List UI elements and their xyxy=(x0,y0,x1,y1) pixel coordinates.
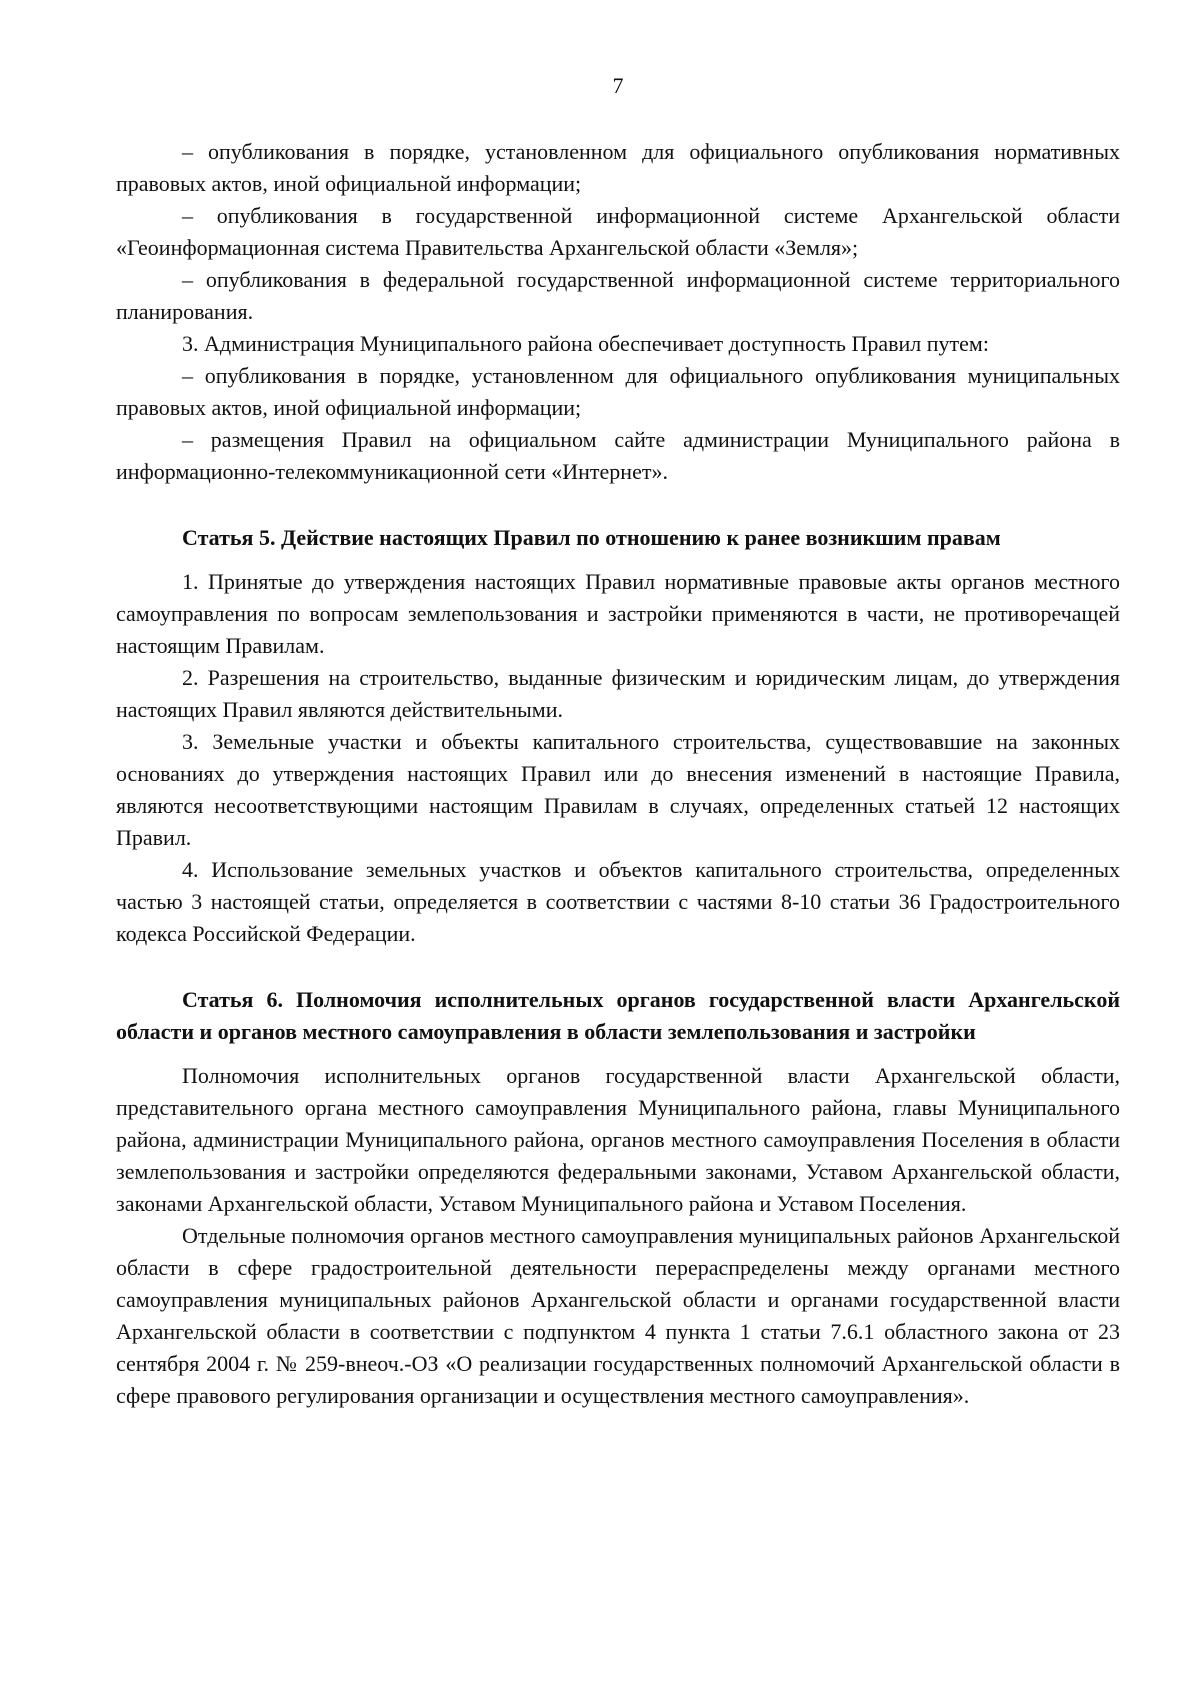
paragraph: – опубликования в федеральной государственной информационной системе территориального планирования. xyxy=(116,267,1120,324)
paragraph: 2. Разрешения на строительство, выданные физическим и юридическим лицам, до утверждения настоящих Правил являются действительными. xyxy=(116,665,1120,722)
paragraph: – размещения Правил на официальном сайте администрации Муниципального района в информационно-телекоммуникационной сети «Интернет». xyxy=(116,427,1120,484)
paragraph: Полномочия исполнительных органов государственной власти Архангельской области, представительного органа местного самоуправления Муниципального района, главы Муниципального района, администрации Муниципального района, органов местного самоуправления Поселения в области землепользования и застройки определяются федеральными законами, Уставом Архангельской области, законами Архангельской области, Уставом Муниципального района и Уставом Поселения. xyxy=(116,1063,1120,1216)
paragraph: 3. Земельные участки и объекты капитального строительства, существовавшие на законных основаниях до утверждения настоящих Правил или до внесения изменений в настоящие Правила, являются несоответствующими настоящим Правилам в случаях, определенных статьей 12 настоящих Правил. xyxy=(116,729,1120,850)
document-page xyxy=(116,70,1120,1412)
article-5-section xyxy=(116,522,1120,950)
article-5-heading: Статья 5. Действие настоящих Правил по отношению к ранее возникшим правам xyxy=(182,525,1001,550)
page-number: 7 xyxy=(612,73,624,98)
list-block xyxy=(116,136,1120,488)
paragraph: 1. Принятые до утверждения настоящих Правил нормативные правовые акты органов местного самоуправления по вопросам землепользования и застройки применяются в части, не противоречащей настоящим Правилам. xyxy=(116,569,1120,658)
paragraph: Отдельные полномочия органов местного самоуправления муниципальных районов Архангельской области в сфере градостроительной деятельности перераспределены между органами местного самоуправления муниципальных районов Архангельской области и органами государственной власти Архангельской области в соответствии с подпунктом 4 пункта 1 статьи 7.6.1 областного закона от 23 сентября 2004 г. № 259-внеоч.-ОЗ «О реализации государственных полномочий Архангельской области в сфере правового регулирования организации и осуществления местного самоуправления». xyxy=(116,1223,1120,1408)
paragraph: 3. Администрация Муниципального района обеспечивает доступность Правил путем: xyxy=(182,331,989,356)
article-6-section xyxy=(116,984,1120,1412)
paragraph: – опубликования в государственной информационной системе Архангельской области «Геоинформационная система Правительства Архангельской области «Земля»; xyxy=(116,203,1120,260)
paragraph: – опубликования в порядке, установленном для официального опубликования нормативных правовых актов, иной официальной информации; xyxy=(116,139,1120,196)
paragraph: – опубликования в порядке, установленном для официального опубликования муниципальных правовых актов, иной официальной информации; xyxy=(116,363,1120,420)
paragraph: 4. Использование земельных участков и объектов капитального строительства, определенных частью 3 настоящей статьи, определяется в соответствии с частями 8-10 статьи 36 Градостроительного кодекса Российской Федерации. xyxy=(116,857,1120,946)
article-6-heading: Статья 6. Полномочия исполнительных органов государственной власти Архангельской области и органов местного самоуправления в области землепользования и застройки xyxy=(116,987,1120,1044)
